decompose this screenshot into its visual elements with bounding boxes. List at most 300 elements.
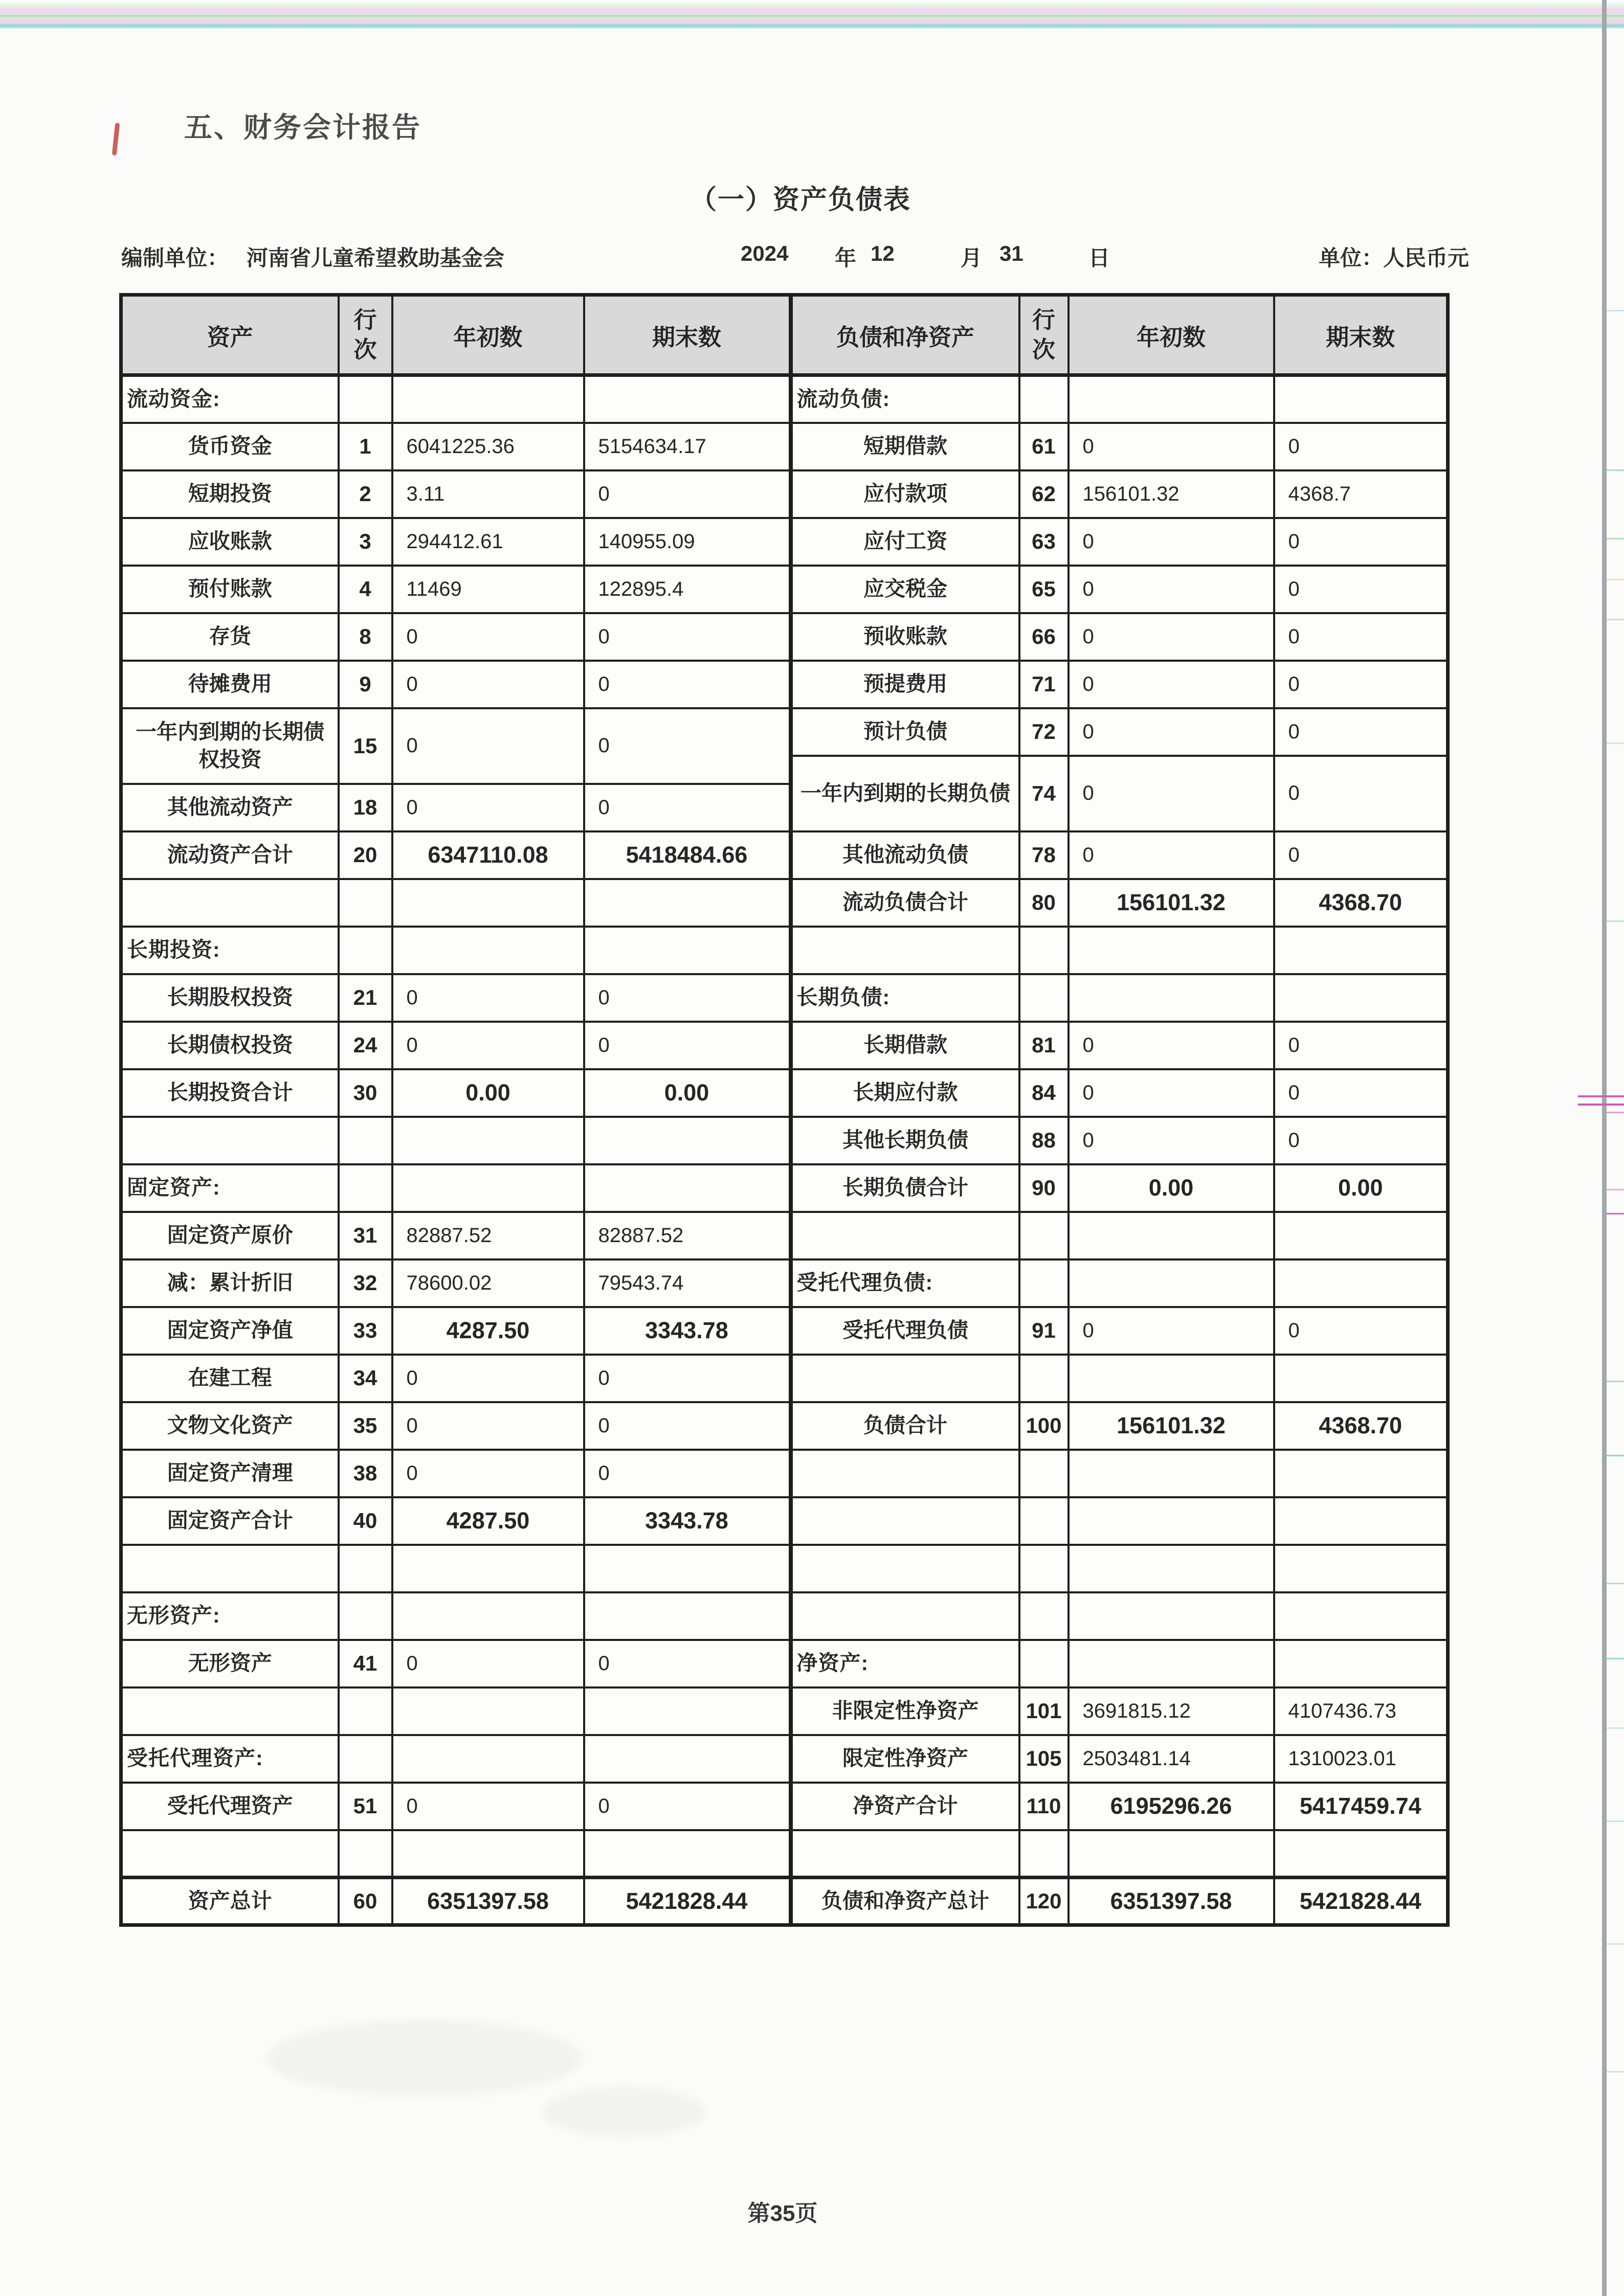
begin-value-cell: 0	[1069, 1022, 1274, 1069]
row-label-cell: 无形资产	[121, 1640, 339, 1687]
table-row	[121, 1307, 790, 1355]
line-number-cell: 8	[339, 613, 392, 661]
begin-value-cell: 156101.32	[1069, 1402, 1274, 1450]
red-pen-mark	[112, 123, 120, 156]
row-label-cell: 负债合计	[792, 1402, 1019, 1450]
line-header-bottom: 次	[1032, 336, 1055, 363]
table-row	[121, 1212, 790, 1259]
end-value-cell	[584, 1735, 790, 1783]
table-row	[792, 879, 1448, 927]
line-number-cell	[339, 1687, 392, 1735]
row-label-cell: 预收账款	[792, 613, 1019, 661]
row-label-cell: 受托代理负债	[792, 1307, 1019, 1355]
row-label-cell: 其他流动资产	[121, 784, 339, 831]
line-number-cell: 81	[1019, 1022, 1069, 1069]
begin-value-cell	[1069, 1212, 1274, 1259]
line-number-cell: 80	[1019, 879, 1069, 927]
end-value-cell: 0	[584, 1783, 790, 1830]
row-label-cell: 限定性净资产	[792, 1735, 1019, 1783]
table-row	[121, 518, 790, 566]
row-label-cell: 长期股权投资	[121, 974, 339, 1022]
line-number-cell	[339, 1164, 392, 1212]
table-row	[792, 974, 1448, 1022]
scan-color-tick	[1607, 1820, 1624, 1822]
spacer-row	[121, 1687, 790, 1735]
begin-value-cell: 4287.50	[392, 1307, 584, 1355]
line-header-bottom: 次	[353, 336, 377, 363]
meta-line	[0, 241, 1624, 272]
spacer-row	[792, 1212, 1448, 1259]
spacer-row	[792, 927, 1448, 974]
spacer-row	[792, 1497, 1448, 1545]
line-number-cell	[339, 1117, 392, 1164]
table-row	[792, 1687, 1448, 1735]
begin-value-cell: 0	[1069, 1117, 1274, 1164]
end-value-cell: 0	[584, 708, 790, 784]
end-value-cell	[1274, 1497, 1448, 1545]
begin-value-cell: 0	[1069, 1069, 1274, 1117]
row-label-cell: 一年内到期的长期负债	[792, 756, 1019, 831]
line-number-cell: 74	[1019, 756, 1069, 831]
line-number-cell: 32	[339, 1259, 392, 1307]
row-label-cell: 长期投资合计	[121, 1069, 339, 1117]
begin-value-cell: 0.00	[1069, 1164, 1274, 1212]
end-value-cell	[1274, 1450, 1448, 1497]
table-row	[121, 613, 790, 661]
table-row	[792, 375, 1448, 423]
begin-value-cell: 6041225.36	[392, 423, 584, 470]
scan-color-tick	[1607, 1455, 1624, 1456]
line-number-cell	[1019, 1355, 1069, 1402]
row-label-cell: 应交税金	[792, 566, 1019, 613]
end-value-cell: 0	[1274, 518, 1448, 566]
line-number-cell: 35	[339, 1402, 392, 1450]
row-label-cell: 固定资产:	[121, 1164, 339, 1212]
row-label-cell: 应付款项	[792, 470, 1019, 518]
table-row	[792, 1402, 1448, 1450]
end-value-cell: 4368.70	[1274, 1402, 1448, 1450]
table-row	[121, 927, 790, 974]
row-label-cell: 一年内到期的长期债权投资	[121, 708, 339, 784]
begin-value-cell: 0	[1069, 518, 1274, 566]
begin-value-cell: 0	[1069, 708, 1274, 756]
line-number-cell: 20	[339, 831, 392, 879]
line-number-cell	[1019, 1497, 1069, 1545]
end-value-cell: 82887.52	[584, 1212, 790, 1259]
scan-smudge	[542, 2086, 706, 2137]
line-number-cell	[1019, 974, 1069, 1022]
begin-value-cell: 0	[392, 1783, 584, 1830]
row-label-cell	[121, 1545, 339, 1592]
end-value-cell: 0	[584, 1450, 790, 1497]
line-number-cell	[339, 1735, 392, 1783]
row-label-cell: 非限定性净资产	[792, 1687, 1019, 1735]
currency-unit-label: 单位：人民币元	[1319, 246, 1470, 270]
line-number-cell: 51	[339, 1783, 392, 1830]
table-row	[792, 423, 1448, 470]
row-label-cell: 固定资产净值	[121, 1307, 339, 1355]
line-number-cell: 41	[339, 1640, 392, 1687]
line-number-cell	[1019, 1212, 1069, 1259]
begin-value-cell	[1069, 1640, 1274, 1687]
scan-color-tick	[1607, 2071, 1624, 2073]
table-row	[121, 661, 790, 708]
line-header-top: 行	[353, 306, 377, 333]
line-number-cell	[1019, 1545, 1069, 1592]
scan-color-tick	[1607, 619, 1624, 620]
scan-smudge	[266, 2020, 583, 2097]
end-value-cell: 0	[584, 1402, 790, 1450]
line-number-cell: 63	[1019, 518, 1069, 566]
table-row	[792, 1069, 1448, 1117]
ending-balance-column-header: 期末数	[584, 295, 790, 375]
year-suffix: 年	[835, 246, 857, 270]
scan-color-tick	[1607, 469, 1624, 471]
table-row	[792, 1117, 1448, 1164]
scan-color-tick	[1607, 538, 1624, 539]
prepared-by-value: 河南省儿童希望救助基金会	[247, 246, 505, 270]
row-label-cell: 固定资产合计	[121, 1497, 339, 1545]
row-label-cell	[792, 1355, 1019, 1402]
line-number-cell: 91	[1019, 1307, 1069, 1355]
scan-color-tick	[1578, 1104, 1624, 1106]
row-label-cell: 文物文化资产	[121, 1402, 339, 1450]
table-row	[792, 518, 1448, 566]
begin-value-cell	[392, 927, 584, 974]
row-label-cell	[792, 1830, 1019, 1878]
end-value-cell: 3343.78	[584, 1307, 790, 1355]
begin-value-cell: 0.00	[392, 1069, 584, 1117]
ending-balance-column-header: 期末数	[1274, 295, 1448, 375]
line-number-cell: 40	[339, 1497, 392, 1545]
end-value-cell	[1274, 1830, 1448, 1878]
line-number-cell	[1019, 927, 1069, 974]
spacer-row	[121, 1830, 790, 1878]
spacer-row	[121, 879, 790, 927]
end-value-cell	[584, 1687, 790, 1735]
row-label-cell: 无形资产:	[121, 1592, 339, 1640]
line-number-cell: 15	[339, 708, 392, 784]
begin-value-cell	[1069, 1592, 1274, 1640]
end-value-cell: 0	[1274, 661, 1448, 708]
line-number-cell: 120	[1019, 1878, 1069, 1925]
spacer-row	[792, 1355, 1448, 1402]
row-label-cell: 长期负债:	[792, 974, 1019, 1022]
row-label-cell: 净资产合计	[792, 1783, 1019, 1830]
row-label-cell: 流动负债:	[792, 375, 1019, 423]
end-value-cell: 0	[1274, 708, 1448, 756]
begin-value-cell: 0	[392, 974, 584, 1022]
header-row	[792, 295, 1448, 375]
end-value-cell	[1274, 375, 1448, 423]
end-value-cell	[1274, 1355, 1448, 1402]
row-label-cell: 应收账款	[121, 518, 339, 566]
row-label-cell: 长期负债合计	[792, 1164, 1019, 1212]
report-month: 12	[871, 241, 895, 265]
end-value-cell	[584, 1830, 790, 1878]
end-value-cell: 0	[1274, 1022, 1448, 1069]
section-heading: 五、财务会计报告	[184, 111, 422, 143]
row-label-cell: 存货	[121, 613, 339, 661]
begin-value-cell	[1069, 1259, 1274, 1307]
line-number-cell: 4	[339, 566, 392, 613]
table-row	[121, 784, 790, 831]
end-value-cell: 5154634.17	[584, 423, 790, 470]
line-number-column-header	[339, 295, 392, 375]
end-value-cell: 5421828.44	[1274, 1878, 1448, 1925]
row-label-cell: 待摊费用	[121, 661, 339, 708]
begin-value-cell	[392, 1164, 584, 1212]
begin-value-cell: 78600.02	[392, 1259, 584, 1307]
begin-value-cell: 6195296.26	[1069, 1783, 1274, 1830]
end-value-cell: 122895.4	[584, 566, 790, 613]
end-value-cell: 5421828.44	[584, 1878, 790, 1925]
line-number-cell	[1019, 375, 1069, 423]
begin-value-cell: 6351397.58	[392, 1878, 584, 1925]
liability-column-header: 负债和净资产	[792, 295, 1019, 375]
end-value-cell: 0	[1274, 831, 1448, 879]
spacer-row	[792, 1592, 1448, 1640]
end-value-cell: 1310023.01	[1274, 1735, 1448, 1783]
line-number-cell: 105	[1019, 1735, 1069, 1783]
table-row	[792, 470, 1448, 518]
end-value-cell: 0.00	[1274, 1164, 1448, 1212]
scan-stripe-artifact	[0, 0, 1624, 30]
row-label-cell: 其他流动负债	[792, 831, 1019, 879]
begin-value-cell: 4287.50	[392, 1497, 584, 1545]
row-label-cell: 受托代理资产:	[121, 1735, 339, 1783]
end-value-cell	[1274, 927, 1448, 974]
line-number-cell: 90	[1019, 1164, 1069, 1212]
begin-value-cell: 0	[1069, 831, 1274, 879]
day-suffix: 日	[1088, 246, 1110, 270]
line-number-cell	[339, 1830, 392, 1878]
line-number-cell	[339, 1592, 392, 1640]
line-number-cell: 1	[339, 423, 392, 470]
line-number-cell	[1019, 1592, 1069, 1640]
row-label-cell: 货币资金	[121, 423, 339, 470]
report-title: （一）资产负债表	[689, 185, 911, 215]
begin-value-cell	[392, 1592, 584, 1640]
end-value-cell: 0	[584, 784, 790, 831]
scan-color-tick	[1607, 1943, 1624, 1945]
begin-value-cell	[392, 1735, 584, 1783]
row-label-cell: 固定资产清理	[121, 1450, 339, 1497]
end-value-cell	[584, 927, 790, 974]
spacer-row	[792, 1545, 1448, 1592]
row-label-cell: 预计负债	[792, 708, 1019, 756]
end-value-cell	[1274, 1259, 1448, 1307]
row-label-cell: 短期投资	[121, 470, 339, 518]
line-number-cell	[1019, 1830, 1069, 1878]
line-number-cell: 84	[1019, 1069, 1069, 1117]
line-number-cell: 66	[1019, 613, 1069, 661]
line-number-cell	[1019, 1259, 1069, 1307]
scan-color-tick	[1607, 579, 1624, 580]
end-value-cell: 0	[1274, 1117, 1448, 1164]
begin-value-cell: 0	[392, 708, 584, 784]
begin-value-cell	[392, 879, 584, 927]
end-value-cell: 0	[584, 613, 790, 661]
row-label-cell: 净资产:	[792, 1640, 1019, 1687]
begin-value-cell: 0	[1069, 566, 1274, 613]
end-value-cell: 5417459.74	[1274, 1783, 1448, 1830]
table-row	[792, 1307, 1448, 1355]
spacer-row	[121, 1117, 790, 1164]
begin-value-cell: 6351397.58	[1069, 1878, 1274, 1925]
line-number-cell: 110	[1019, 1783, 1069, 1830]
begin-value-cell: 82887.52	[392, 1212, 584, 1259]
asset-column-header: 资产	[121, 295, 339, 375]
end-value-cell: 140955.09	[584, 518, 790, 566]
begin-value-cell	[392, 1687, 584, 1735]
begin-value-cell: 0	[392, 784, 584, 831]
row-label-cell: 资产总计	[121, 1878, 339, 1925]
scan-color-tick	[1607, 1381, 1624, 1382]
scan-color-tick	[1607, 1189, 1624, 1190]
line-number-cell: 78	[1019, 831, 1069, 879]
table-row	[121, 1164, 790, 1212]
row-label-cell: 预付账款	[121, 566, 339, 613]
end-value-cell	[1274, 1212, 1448, 1259]
end-value-cell: 0	[584, 1355, 790, 1402]
begin-value-cell	[1069, 1830, 1274, 1878]
row-label-cell: 短期借款	[792, 423, 1019, 470]
line-number-cell: 61	[1019, 423, 1069, 470]
table-row	[792, 1783, 1448, 1830]
line-number-column-header	[1019, 295, 1069, 375]
table-row	[792, 661, 1448, 708]
begin-value-cell: 0	[1069, 613, 1274, 661]
report-year: 2024	[741, 241, 789, 265]
table-row	[121, 1497, 790, 1545]
row-label-cell: 在建工程	[121, 1355, 339, 1402]
row-label-cell: 其他长期负债	[792, 1117, 1019, 1164]
begin-value-cell	[1069, 927, 1274, 974]
begin-value-cell: 6347110.08	[392, 831, 584, 879]
row-label-cell: 长期应付款	[792, 1069, 1019, 1117]
table-row	[121, 566, 790, 613]
spacer-row	[792, 1830, 1448, 1878]
end-value-cell	[1274, 1592, 1448, 1640]
table-row	[121, 423, 790, 470]
end-value-cell: 4368.70	[1274, 879, 1448, 927]
end-value-cell: 0	[1274, 566, 1448, 613]
scan-color-tick	[1607, 1213, 1624, 1214]
table-row	[121, 1783, 790, 1830]
row-label-cell: 流动负债合计	[792, 879, 1019, 927]
end-value-cell: 79543.74	[584, 1259, 790, 1307]
line-number-cell	[1019, 1640, 1069, 1687]
end-value-cell	[1274, 1640, 1448, 1687]
table-row	[121, 1878, 790, 1925]
row-label-cell	[121, 1687, 339, 1735]
begin-value-cell: 294412.61	[392, 518, 584, 566]
table-row	[121, 708, 790, 784]
header-row	[121, 295, 790, 375]
row-label-cell: 预提费用	[792, 661, 1019, 708]
line-number-cell: 31	[339, 1212, 392, 1259]
end-value-cell	[584, 879, 790, 927]
line-number-cell: 18	[339, 784, 392, 831]
row-label-cell: 流动资产合计	[121, 831, 339, 879]
end-value-cell: 0	[1274, 423, 1448, 470]
table-row	[792, 1735, 1448, 1783]
end-value-cell: 0	[584, 470, 790, 518]
line-number-cell: 65	[1019, 566, 1069, 613]
line-number-cell: 30	[339, 1069, 392, 1117]
begin-value-cell: 156101.32	[1069, 470, 1274, 518]
row-label-cell: 长期投资:	[121, 927, 339, 974]
table-row	[121, 1259, 790, 1307]
begin-value-cell: 0	[1069, 423, 1274, 470]
line-number-cell: 72	[1019, 708, 1069, 756]
end-value-cell: 4368.7	[1274, 470, 1448, 518]
line-number-cell: 9	[339, 661, 392, 708]
line-number-cell: 34	[339, 1355, 392, 1402]
end-value-cell: 0	[1274, 613, 1448, 661]
line-number-cell: 38	[339, 1450, 392, 1497]
table-row	[121, 1355, 790, 1402]
row-label-cell	[121, 879, 339, 927]
table-row	[121, 831, 790, 879]
row-label-cell: 受托代理资产	[121, 1783, 339, 1830]
end-value-cell	[584, 1164, 790, 1212]
end-value-cell	[1274, 974, 1448, 1022]
scan-color-tick	[1607, 1583, 1624, 1584]
begin-value-cell: 2503481.14	[1069, 1735, 1274, 1783]
end-value-cell: 0	[584, 1022, 790, 1069]
begin-value-cell	[1069, 1545, 1274, 1592]
end-value-cell: 5418484.66	[584, 831, 790, 879]
end-value-cell: 3343.78	[584, 1497, 790, 1545]
begin-value-cell	[392, 375, 584, 423]
end-value-cell: 0.00	[584, 1069, 790, 1117]
scan-color-tick	[1607, 1727, 1624, 1729]
line-number-cell: 3	[339, 518, 392, 566]
row-label-cell	[792, 1497, 1019, 1545]
line-number-cell: 21	[339, 974, 392, 1022]
table-row	[121, 1450, 790, 1497]
line-number-cell: 100	[1019, 1402, 1069, 1450]
begin-value-cell: 3691815.12	[1069, 1687, 1274, 1735]
scan-color-tick	[1607, 1658, 1624, 1659]
table-row	[792, 566, 1448, 613]
line-number-cell: 62	[1019, 470, 1069, 518]
begin-value-cell: 11469	[392, 566, 584, 613]
end-value-cell: 0	[584, 661, 790, 708]
row-label-cell	[792, 1592, 1019, 1640]
liabilities-table	[791, 293, 1450, 1927]
line-number-cell	[1019, 1450, 1069, 1497]
table-row	[121, 470, 790, 518]
end-value-cell	[1274, 1545, 1448, 1592]
row-label-cell	[792, 927, 1019, 974]
begin-value-cell: 0	[1069, 661, 1274, 708]
table-row	[121, 1022, 790, 1069]
begin-value-cell	[1069, 1450, 1274, 1497]
table-row	[792, 708, 1448, 756]
line-number-cell: 33	[339, 1307, 392, 1355]
begin-value-cell	[1069, 974, 1274, 1022]
table-row	[792, 831, 1448, 879]
table-row	[121, 375, 790, 423]
row-label-cell: 长期借款	[792, 1022, 1019, 1069]
table-row	[792, 1259, 1448, 1307]
begin-value-cell	[392, 1117, 584, 1164]
begin-value-cell: 0	[392, 1355, 584, 1402]
begin-value-cell	[392, 1545, 584, 1592]
